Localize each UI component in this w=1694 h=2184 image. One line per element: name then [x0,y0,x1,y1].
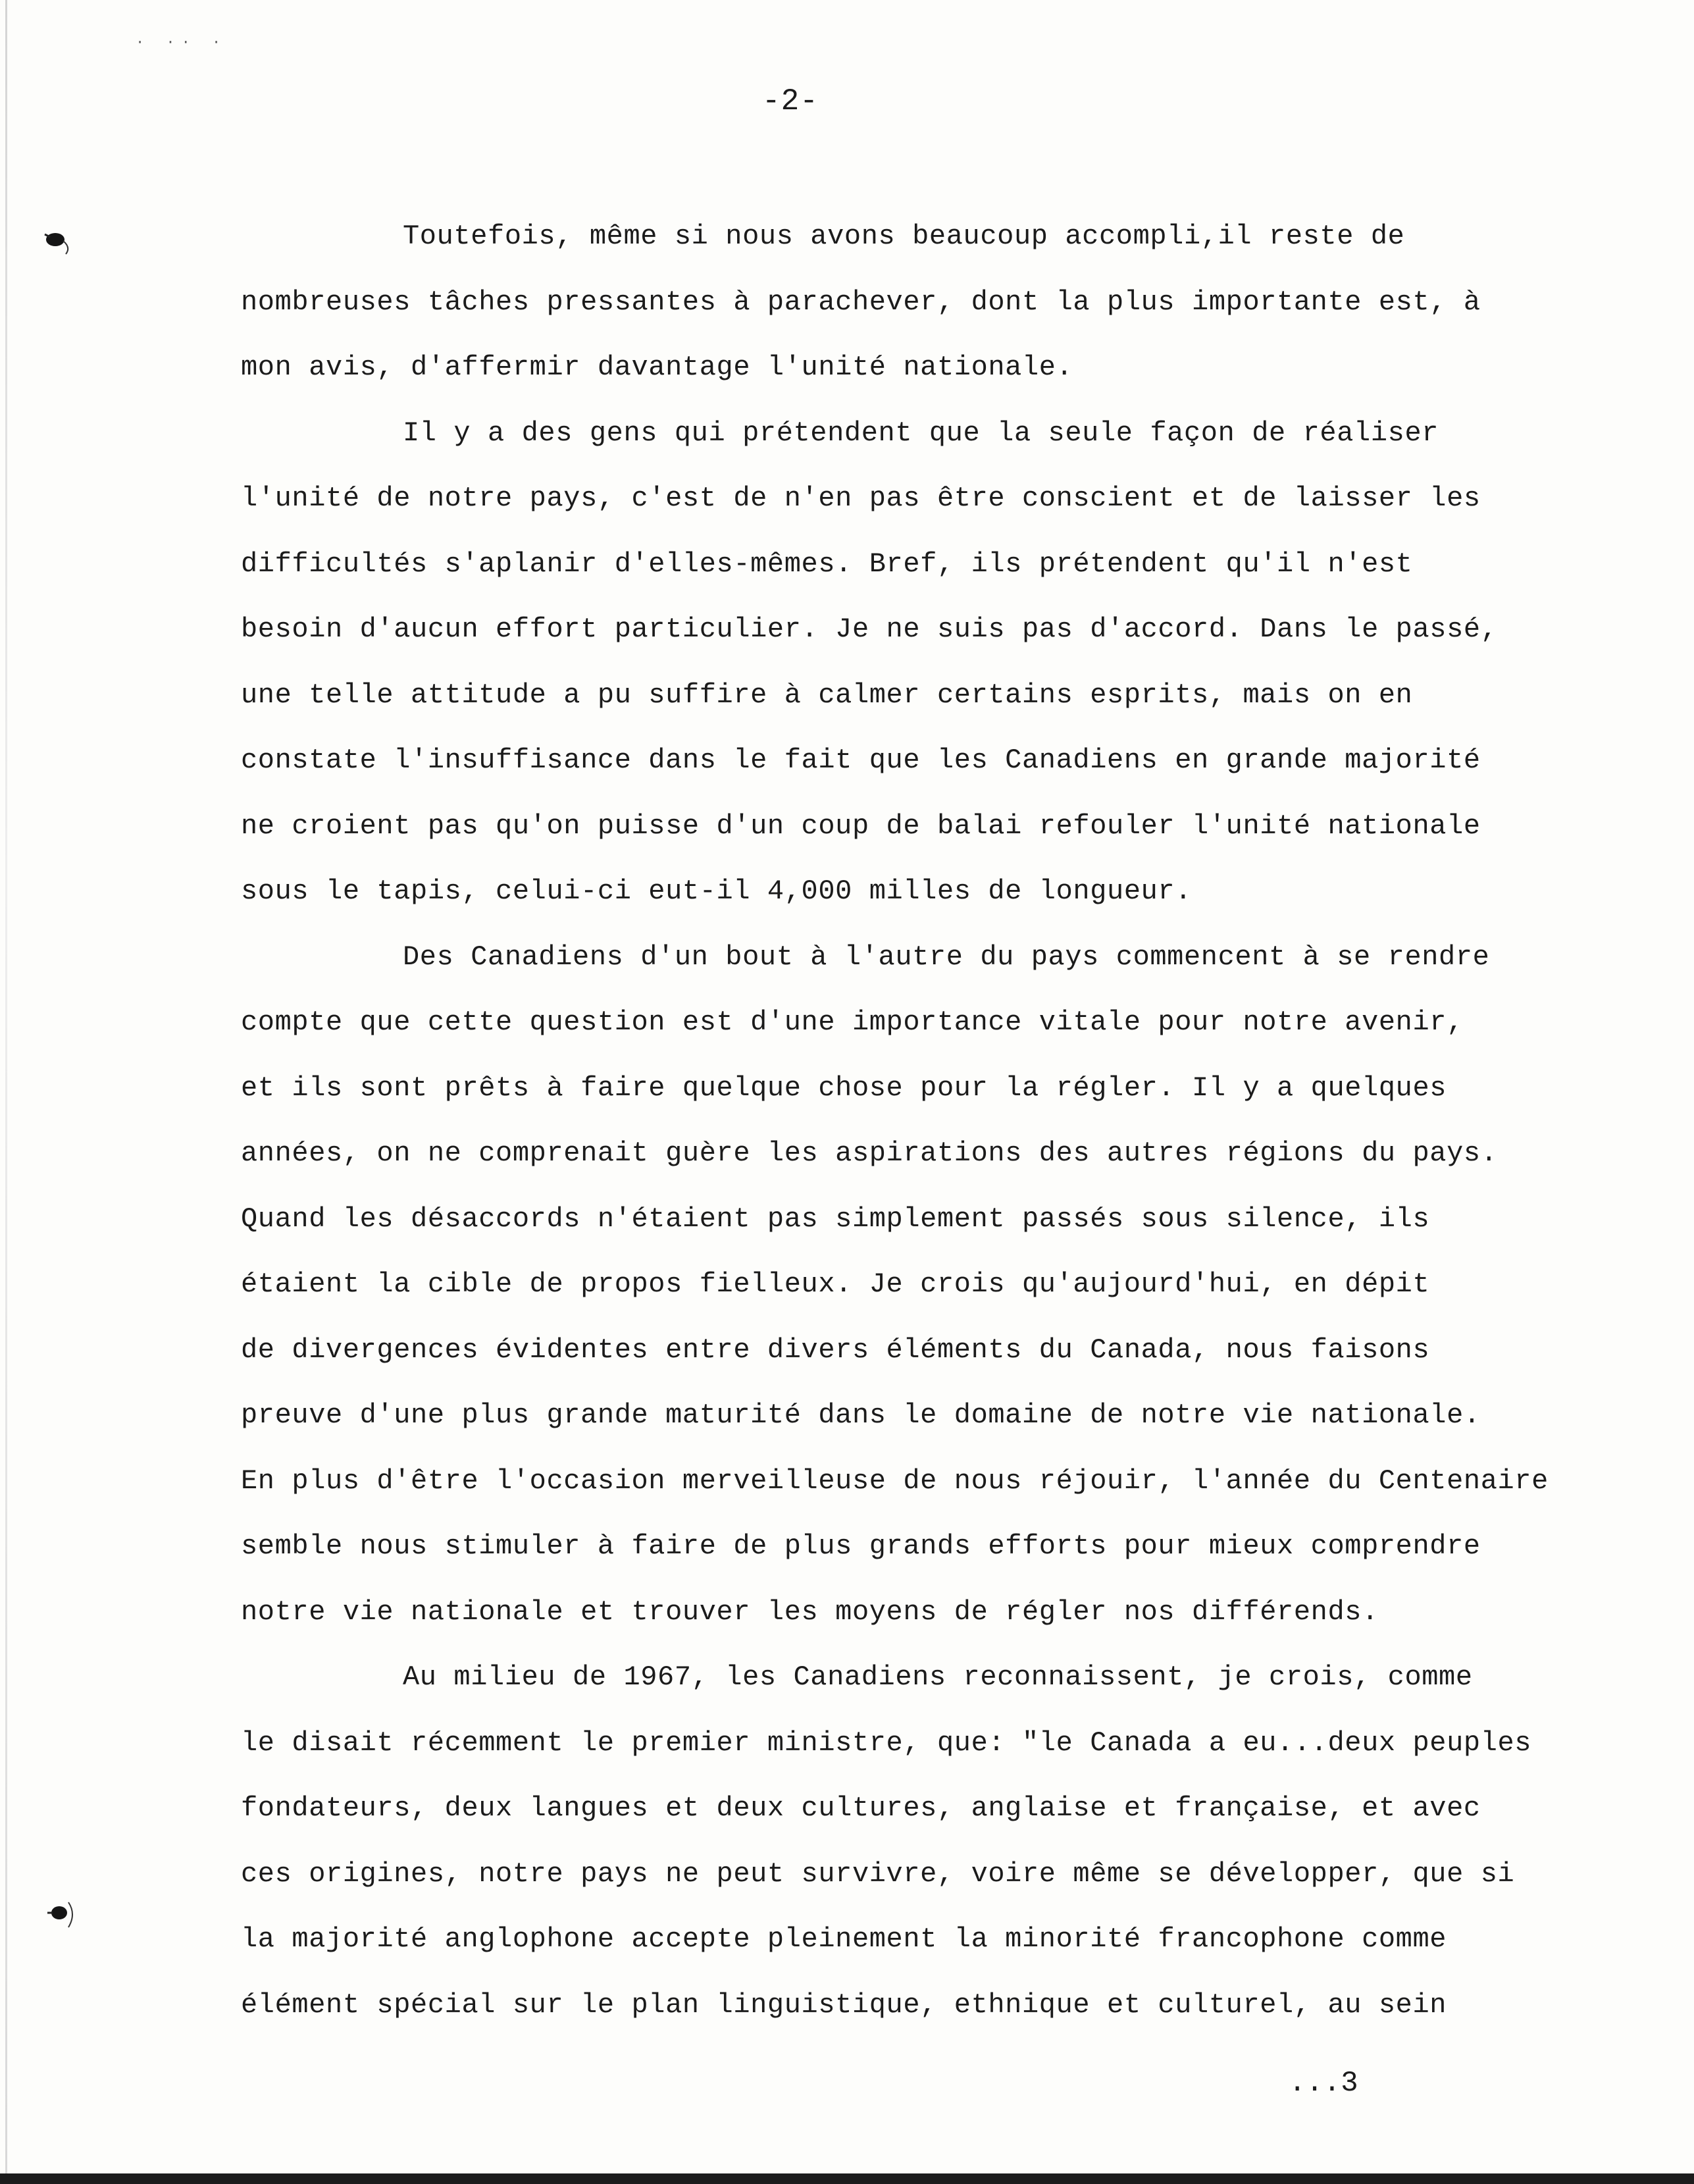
continuation-marker: ...3 [1289,2067,1358,2100]
body-text [241,204,1551,2038]
scan-left-edge [5,0,7,2184]
paragraph-line: semble nous stimuler à faire de plus grands efforts pour mieux comprendre [241,1530,1481,1562]
scan-bottom-edge [0,2173,1694,2184]
scan-specks: · ·· · [136,34,228,51]
paragraph-line: besoin d'aucun effort particulier. Je ne suis pas d'accord. Dans le passé, [241,613,1498,645]
paragraph-line: le disait récemment le premier ministre, que: "le Canada a eu...deux peuples [241,1727,1532,1759]
paragraph-line: difficultés s'aplanir d'elles-mêmes. Bref, ils prétendent qu'il n'est [241,548,1413,580]
page-number: -2- [762,84,819,118]
paragraph-line: ces origines, notre pays ne peut survivre, voire même se développer, que si [241,1858,1515,1890]
paragraph-line: Des Canadiens d'un bout à l'autre du pays commencent à se rendre [403,941,1490,973]
paragraph-line: étaient la cible de propos fielleux. Je crois qu'aujourd'hui, en dépit [241,1268,1430,1300]
paragraph-line: compte que cette question est d'une importance vitale pour notre avenir, [241,1006,1464,1038]
paragraph-line: nombreuses tâches pressantes à parachever, dont la plus importante est, à [241,286,1481,318]
paragraph-line: Au milieu de 1967, les Canadiens reconnaissent, je crois, comme [403,1661,1473,1693]
paragraph-line: de divergences évidentes entre divers éléments du Canada, nous faisons [241,1334,1430,1366]
punch-hole-mark [41,225,74,255]
paragraph-line: sous le tapis, celui-ci eut-il 4,000 milles de longueur. [241,875,1193,907]
paragraph-line: Il y a des gens qui prétendent que la seule façon de réaliser [403,417,1439,449]
paragraph-line: une telle attitude a pu suffire à calmer certains esprits, mais on en [241,679,1413,711]
paragraph-line: élément spécial sur le plan linguistique, ethnique et culturel, au sein [241,1989,1447,2021]
paragraph-line: l'unité de notre pays, c'est de n'en pas être conscient et de laisser les [241,482,1481,514]
paragraph-line: ne croient pas qu'on puisse d'un coup de balai refouler l'unité nationale [241,810,1481,842]
paragraph-line: et ils sont prêts à faire quelque chose pour la régler. Il y a quelques [241,1072,1447,1104]
paragraph-line: En plus d'être l'occasion merveilleuse de nous réjouir, l'année du Centenaire [241,1465,1549,1497]
punch-hole-mark [45,1900,78,1930]
paragraph-line: années, on ne comprenait guère les aspirations des autres régions du pays. [241,1137,1498,1169]
paragraph-line: constate l'insuffisance dans le fait que les Canadiens en grande majorité [241,744,1481,776]
paragraph-line: Quand les désaccords n'étaient pas simplement passés sous silence, ils [241,1203,1430,1235]
paragraph-line: preuve d'une plus grande maturité dans le domaine de notre vie nationale. [241,1399,1481,1431]
paragraph-line: mon avis, d'affermir davantage l'unité nationale. [241,351,1073,383]
paragraph-line: fondateurs, deux langues et deux cultures, anglaise et française, et avec [241,1792,1481,1824]
paragraph-line: la majorité anglophone accepte pleinement la minorité francophone comme [241,1923,1447,1955]
paragraph-line: Toutefois, même si nous avons beaucoup accompli,il reste de [403,221,1405,252]
paragraph-line: notre vie nationale et trouver les moyens de régler nos différends. [241,1596,1379,1628]
